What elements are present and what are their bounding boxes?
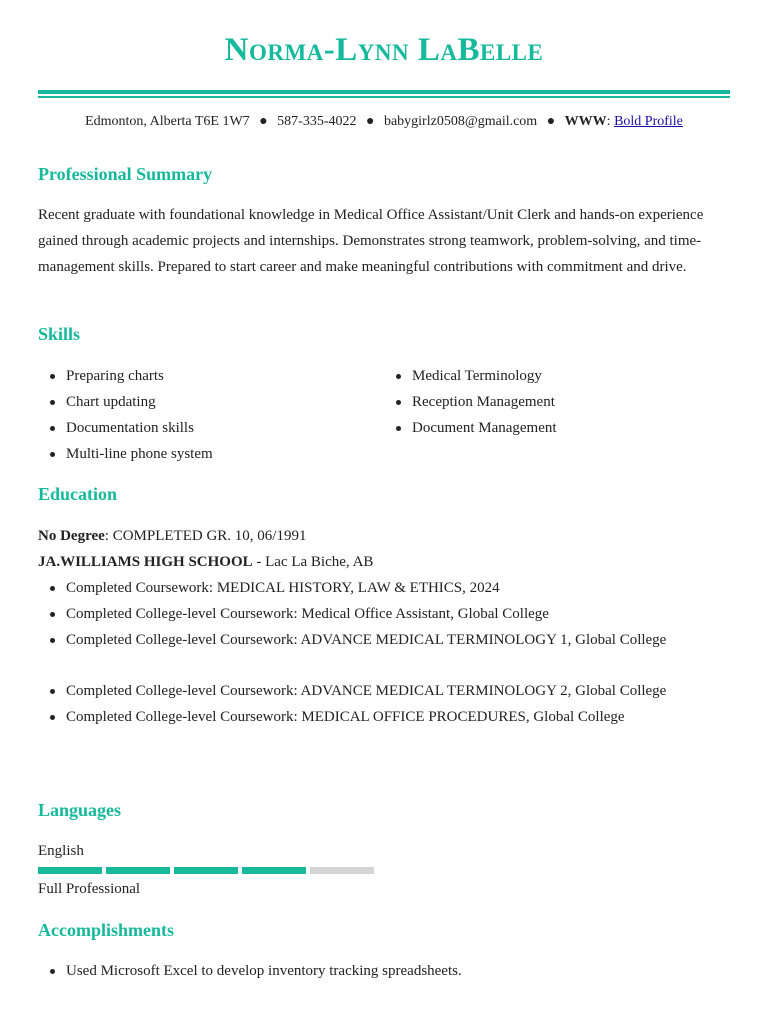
degree-value: COMPLETED GR. 10, 06/1991 [112, 528, 307, 544]
summary-text: Recent graduate with foundational knowledge in Medical Office Assistant/Unit Clerk and hands-on experience gained through academic projects and internships. Demonstrates strong teamwork, problem-solving, and time-management skills. Prepared to start career and make meaningful contributions with commitment and drive. [38, 207, 704, 275]
skills-list-left [38, 363, 213, 467]
skills-list-right [384, 363, 557, 441]
skill-item: Reception Management [384, 389, 557, 415]
coursework-item: Completed College-level Coursework: ADVANCE MEDICAL TERMINOLOGY 2, Global College [38, 678, 666, 704]
coursework-list-b [38, 678, 666, 730]
proficiency-segment-filled [106, 867, 170, 874]
contact-location: Edmonton, Alberta T6E 1W7 [85, 114, 250, 129]
summary-heading: Professional Summary [38, 164, 213, 184]
coursework-list-a [38, 575, 666, 653]
proficiency-segment-filled [174, 867, 238, 874]
separator-bullet: ● [365, 114, 375, 129]
candidate-name: Norma-Lynn LaBelle [224, 32, 544, 68]
coursework-item: Completed College-level Coursework: ADVANCE MEDICAL TERMINOLOGY 1, Global College [38, 627, 666, 653]
skill-item: Documentation skills [38, 415, 213, 441]
school-name: JA.WILLIAMS HIGH SCHOOL [38, 554, 253, 570]
language-name: English [38, 843, 84, 859]
proficiency-segment-filled [38, 867, 102, 874]
separator-bullet: ● [259, 114, 268, 129]
degree-line: No Degree: COMPLETED GR. 10, 06/1991 [38, 528, 307, 544]
coursework-item: Completed College-level Coursework: Medical Office Assistant, Global College [38, 601, 666, 627]
header-rule-thick [38, 90, 730, 94]
profile-link[interactable]: Bold Profile [614, 114, 683, 129]
skill-item: Document Management [384, 415, 557, 441]
accomplishment-item: Used Microsoft Excel to develop inventory tracking spreadsheets. [38, 958, 462, 984]
language-proficiency-bar [38, 867, 374, 874]
contact-email: babygirlz0508@gmail.com [383, 114, 538, 129]
skill-item: Medical Terminology [384, 363, 557, 389]
coursework-item: Completed College-level Coursework: MEDICAL OFFICE PROCEDURES, Global College [38, 704, 666, 730]
skill-item: Preparing charts [38, 363, 213, 389]
accomplishments-heading: Accomplishments [38, 920, 174, 940]
separator-bullet: ● [546, 114, 556, 129]
language-level: Full Professional [38, 881, 141, 897]
www-label: WWW [564, 114, 607, 129]
degree-label: No Degree [38, 528, 105, 544]
accomplishments-list [38, 958, 462, 984]
skills-heading: Skills [38, 324, 81, 344]
skill-item: Chart updating [38, 389, 213, 415]
contact-phone: 587-335-4022 [277, 114, 357, 129]
coursework-item: Completed Coursework: MEDICAL HISTORY, LAW & ETHICS, 2024 [38, 575, 666, 601]
skill-item: Multi-line phone system [38, 441, 213, 467]
proficiency-segment-empty [310, 867, 374, 874]
school-line [38, 549, 373, 575]
languages-heading: Languages [38, 800, 122, 820]
contact-line: Edmonton, Alberta T6E 1W7 ● 587-335-4022 ● babygirlz0508@gmail.com ● WWW: Bold Profile [85, 114, 683, 129]
proficiency-segment-filled [242, 867, 306, 874]
school-location: - Lac La Biche, AB [256, 554, 374, 570]
header-rule-thin [38, 96, 730, 98]
education-heading: Education [38, 484, 118, 504]
